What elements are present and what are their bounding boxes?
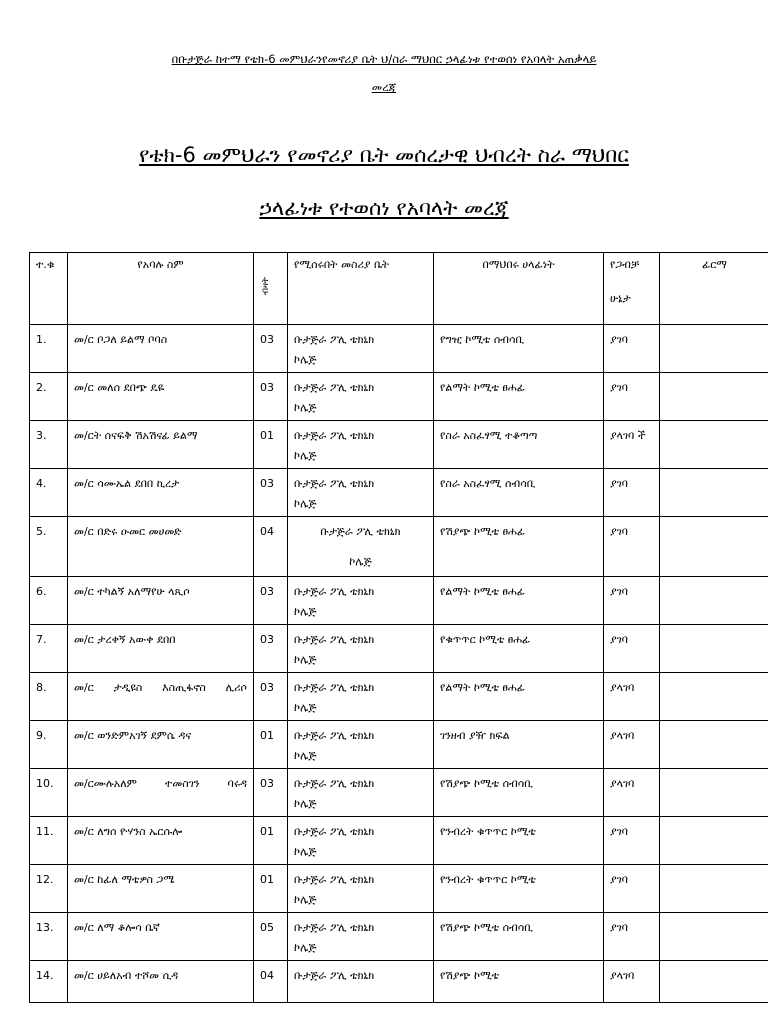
institution-line-1: ቡታጅራ ፖሊ ቴክኒክ: [294, 777, 375, 790]
member-role: የቁጥጥር ኮሚቴ ፀሐፊ: [434, 625, 604, 673]
table-row: [30, 913, 768, 961]
member-signature: [660, 769, 768, 817]
institution-line-2: ኮሌጅ: [294, 653, 317, 666]
member-code: 03: [254, 625, 288, 673]
member-signature: [660, 913, 768, 961]
member-role: የንብረት ቁጥጥር ኮሚቴ: [434, 817, 604, 865]
institution-line-2: ኮሌጅ: [294, 893, 317, 906]
row-number: 9.: [30, 721, 68, 769]
header-line-2: መረጃ: [371, 80, 397, 94]
row-number: 13.: [30, 913, 68, 961]
member-marital-status: ያገባ: [604, 373, 660, 421]
member-role: የልማት ኮሚቴ ፀሐፊ: [434, 577, 604, 625]
member-role: የንብረት ቁጥጥር ኮሚቴ: [434, 865, 604, 913]
member-institution: [288, 721, 434, 769]
institution-line-2: ኮሌጅ: [294, 401, 317, 414]
institution-line-1: ቡታጅራ ፖሊ ቴክኒክ: [320, 525, 401, 538]
member-code: 04: [254, 961, 288, 1003]
member-name: መ/ር ሀይለአብ ተሾመ ሲዳ: [68, 961, 254, 1003]
institution-line-2: ኮሌጅ: [294, 449, 317, 462]
header-code-label: ብዛት: [261, 277, 271, 296]
member-name: መ/ር ተካልኝ አለማየሁ ላጺሶ: [68, 577, 254, 625]
header-status: [604, 253, 660, 325]
row-number: 3.: [30, 421, 68, 469]
member-name: መ/ር ከፊለ ማቴዎስ ጋሜ: [68, 865, 254, 913]
table-row: [30, 673, 768, 721]
institution-line-1: ቡታጅራ ፖሊ ቴክኒክ: [294, 477, 375, 490]
member-signature: [660, 865, 768, 913]
institution-line-1: ቡታጅራ ፖሊ ቴክኒክ: [294, 585, 375, 598]
member-name: መ/ርት ሰናፍቅ ሽአሽናፊ ይልማ: [68, 421, 254, 469]
table-row: [30, 817, 768, 865]
member-name: መ/ር ለማ ቆሎሳ ቤኛ: [68, 913, 254, 961]
member-institution: [288, 577, 434, 625]
member-institution: [288, 769, 434, 817]
member-marital-status: ያላገባ ች: [604, 421, 660, 469]
member-code: 03: [254, 469, 288, 517]
member-marital-status: ያገባ: [604, 913, 660, 961]
member-role: ገንዘብ ያዥ ክፍል: [434, 721, 604, 769]
member-role: የሽያጭ ኮሚቴ: [434, 961, 604, 1003]
member-signature: [660, 373, 768, 421]
member-name: መ/ር በድሩ ዑመር መሀመድ: [68, 517, 254, 577]
institution-line-2: ኮሌጅ: [294, 353, 317, 366]
document-title-line-1: የቴክ-6 መምህራን የመኖሪያ ቤት መሰረታዊ ህብረት ስራ ማህበር: [139, 143, 629, 167]
header-institution: የሚሰሩበት መስሪያ ቤት: [288, 253, 434, 325]
header-status-line2: ሁኔታ: [610, 292, 631, 305]
member-name: መ/ር ለግሰ ዮሃንስ ኤርሱሎ: [68, 817, 254, 865]
member-role: የስራ አስፈፃሚ ተቆጣጣ: [434, 421, 604, 469]
member-code: 03: [254, 577, 288, 625]
institution-line-1: ቡታጅራ ፖሊ ቴክኒክ: [294, 969, 375, 982]
member-marital-status: ያላገባ: [604, 769, 660, 817]
member-signature: [660, 625, 768, 673]
row-number: 4.: [30, 469, 68, 517]
member-role: የሽያጭ ኮሚቴ ሰብሳቢ: [434, 913, 604, 961]
institution-line-1: ቡታጅራ ፖሊ ቴክኒክ: [294, 873, 375, 886]
member-marital-status: ያገባ: [604, 469, 660, 517]
member-name: መ/ር ሳሙኤል ደበበ ኪረታ: [68, 469, 254, 517]
institution-line-1: ቡታጅራ ፖሊ ቴክኒክ: [294, 381, 375, 394]
table-row: [30, 865, 768, 913]
member-institution: [288, 421, 434, 469]
member-name: መ/ር ወንድምአገኝ ደምሴ ዳና: [68, 721, 254, 769]
table-row: [30, 769, 768, 817]
member-signature: [660, 325, 768, 373]
row-number: 2.: [30, 373, 68, 421]
member-code: 01: [254, 721, 288, 769]
institution-line-1: ቡታጅራ ፖሊ ቴክኒክ: [294, 333, 375, 346]
row-number: 7.: [30, 625, 68, 673]
member-marital-status: ያገባ: [604, 865, 660, 913]
member-institution: [288, 961, 434, 1003]
row-number: 11.: [30, 817, 68, 865]
institution-line-2: ኮሌጅ: [294, 701, 317, 714]
header-status-line1: የጋብቻ: [610, 258, 640, 271]
member-code: 03: [254, 325, 288, 373]
document-title-line-2: ኃላፊነቱ የተወሰነ የአባላት መረጃ: [259, 196, 509, 220]
member-marital-status: ያላገባ: [604, 721, 660, 769]
member-institution: [288, 469, 434, 517]
header-code: [254, 253, 288, 325]
member-signature: [660, 421, 768, 469]
institution-line-2: ኮሌጅ: [294, 605, 317, 618]
header-num: ተ.ቁ: [30, 253, 68, 325]
institution-line-2: ኮሌጅ: [294, 941, 317, 954]
member-signature: [660, 817, 768, 865]
header-name: የአባሉ ስም: [68, 253, 254, 325]
member-institution: [288, 517, 434, 577]
member-name: መ/ር ቦጋለ ይልማ ቦባስ: [68, 325, 254, 373]
member-code: 04: [254, 517, 288, 577]
member-code: 03: [254, 769, 288, 817]
member-name: መ/ር መለሰ ደበጭ ዴዬ: [68, 373, 254, 421]
institution-line-1: ቡታጅራ ፖሊ ቴክኒክ: [294, 825, 375, 838]
member-role: የስራ አስፈፃሚ ሰብሳቢ: [434, 469, 604, 517]
member-signature: [660, 961, 768, 1003]
institution-line-1: ቡታጅራ ፖሊ ቴክኒክ: [294, 681, 375, 694]
member-code: 05: [254, 913, 288, 961]
table-row: [30, 961, 768, 1003]
member-institution: [288, 673, 434, 721]
member-code: 01: [254, 865, 288, 913]
institution-line-1: ቡታጅራ ፖሊ ቴክኒክ: [294, 921, 375, 934]
member-institution: [288, 865, 434, 913]
table-row: [30, 325, 768, 373]
member-institution: [288, 817, 434, 865]
member-marital-status: ያገባ: [604, 817, 660, 865]
row-number: 1.: [30, 325, 68, 373]
table-body: [30, 325, 768, 1003]
member-role: የልማት ኮሚቴ ፀሐፊ: [434, 373, 604, 421]
member-marital-status: ያገባ: [604, 625, 660, 673]
row-number: 12.: [30, 865, 68, 913]
member-signature: [660, 673, 768, 721]
member-institution: [288, 325, 434, 373]
institution-line-1: ቡታጅራ ፖሊ ቴክኒክ: [294, 729, 375, 742]
row-number: 14.: [30, 961, 68, 1003]
member-name: መ/ርሙሉአለም ተመስገን ባሩዳ: [68, 769, 254, 817]
table-row: [30, 469, 768, 517]
member-marital-status: ያገባ: [604, 325, 660, 373]
member-role: የልማት ኮሚቴ ፀሐፊ: [434, 673, 604, 721]
institution-line-2: ኮሌጅ: [294, 749, 317, 762]
member-marital-status: ያላገባ: [604, 961, 660, 1003]
member-role: የሽያጭ ኮሚቴ ፀሐፊ: [434, 517, 604, 577]
member-signature: [660, 517, 768, 577]
header-signature: ፊርማ: [660, 253, 768, 325]
institution-line-2: ኮሌጅ: [294, 797, 317, 810]
member-code: 01: [254, 817, 288, 865]
member-signature: [660, 721, 768, 769]
institution-line-1: ቡታጅራ ፖሊ ቴክኒክ: [294, 429, 375, 442]
member-role: የሽያጭ ኮሚቴ ሰብሳቢ: [434, 769, 604, 817]
member-role: የግዢ ኮሚቴ ሰብሳቢ: [434, 325, 604, 373]
table-header-row: [30, 253, 768, 325]
member-marital-status: ያገባ: [604, 517, 660, 577]
row-number: 10.: [30, 769, 68, 817]
member-code: 01: [254, 421, 288, 469]
table-row: [30, 517, 768, 577]
member-institution: [288, 373, 434, 421]
member-name: መ/ር ታዲዩስ እስጢፋኖስ ሊሪሶ: [68, 673, 254, 721]
table-row: [30, 625, 768, 673]
institution-line-1: ቡታጅራ ፖሊ ቴክኒክ: [294, 633, 375, 646]
row-number: 6.: [30, 577, 68, 625]
table-row: [30, 721, 768, 769]
row-number: 5.: [30, 517, 68, 577]
header-line-1: በቡታጅራ ከተማ የቴክ-6 መምህራንየመኖሪያ ቤት ህ/ስራ ማህበር ኃላፊነቱ የተወሰነ የአባላት አጠቃላይ: [171, 52, 597, 66]
member-signature: [660, 469, 768, 517]
member-code: 03: [254, 373, 288, 421]
table-row: [30, 373, 768, 421]
member-marital-status: ያላገባ: [604, 673, 660, 721]
member-institution: [288, 913, 434, 961]
member-code: 03: [254, 673, 288, 721]
institution-line-2: ኮሌጅ: [294, 497, 317, 510]
table-row: [30, 421, 768, 469]
row-number: 8.: [30, 673, 68, 721]
member-institution: [288, 625, 434, 673]
table-row: [30, 577, 768, 625]
member-name: መ/ር ታረቀኝ አውቀ ደበበ: [68, 625, 254, 673]
header-role: በማህበሩ ሀላፊነት: [434, 253, 604, 325]
member-marital-status: ያገባ: [604, 577, 660, 625]
member-signature: [660, 577, 768, 625]
institution-line-2: ኮሌጅ: [349, 555, 372, 568]
institution-line-2: ኮሌጅ: [294, 845, 317, 858]
members-table: [29, 252, 768, 1003]
